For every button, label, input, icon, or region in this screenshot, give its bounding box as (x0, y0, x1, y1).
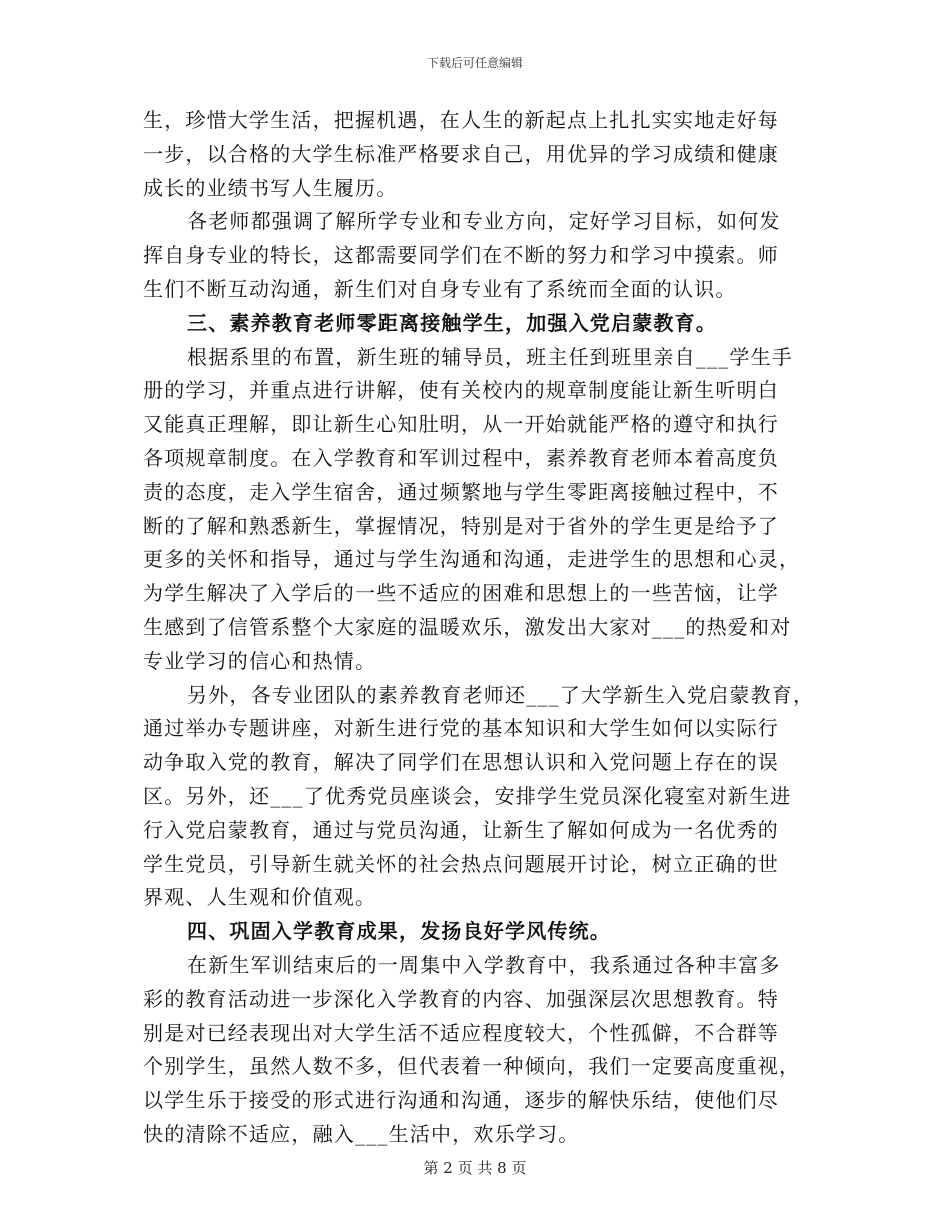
body-line: 更多的关怀和指导，通过与学生沟通和沟通，走进学生的思想和心灵， (143, 547, 801, 572)
body-line: 挥自身专业的特长，这都需要同学们在不断的努力和学习中摸索。师 (143, 243, 779, 268)
body-line: 一步，以合格的大学生标准严格要求自己，用优异的学习成绩和健康 (143, 141, 779, 166)
body-line: 快的清除不适应，融入___生活中，欢乐学习。 (143, 1121, 580, 1146)
body-line: 学生党员，引导新生就关怀的社会热点问题展开讨论，树立正确的世 (143, 851, 779, 876)
section-heading-3: 三、素养教育老师零距离接触学生，加强入党启蒙教育。 (187, 310, 717, 335)
body-line: 为学生解决了入学后的一些不适应的困难和思想上的一些苦恼，让学 (143, 581, 779, 606)
paragraph-first-line: 另外，各专业团队的素养教育老师还___了大学新生入党启蒙教育， (187, 682, 815, 707)
body-line: 册的学习，并重点进行讲解，使有关校内的规章制度能让新生听明白 (143, 378, 779, 403)
body-line: 个别学生，虽然人数不多，但代表着一种倾向，我们一定要高度重视， (143, 1054, 801, 1079)
paragraph-first-line: 根据系里的布置，新生班的辅导员，班主任到班里亲自___学生手 (187, 344, 793, 369)
body-line: 别是对已经表现出对大学生活不适应程度较大，个性孤僻，不合群等 (143, 1020, 779, 1045)
paragraph-first-line: 在新生军训结束后的一周集中入学教育中，我系通过各种丰富多 (187, 952, 781, 977)
body-line: 各项规章制度。在入学教育和军训过程中，素养教育老师本着高度负 (143, 445, 779, 470)
body-line: 又能真正理解，即让新生心知肚明，从一开始就能严格的遵守和执行 (143, 412, 779, 437)
body-line: 成长的业绩书写人生履历。 (143, 175, 398, 200)
body-line: 生感到了信管系整个大家庭的温暖欢乐，激发出大家对___的热爱和对 (143, 614, 792, 639)
body-line: 生们不断互动沟通，新生们对自身专业有了系统而全面的认识。 (143, 276, 737, 301)
paragraph-first-line: 各老师都强调了解所学专业和专业方向，定好学习目标，如何发 (187, 209, 781, 234)
body-line: 通过举办专题讲座，对新生进行党的基本知识和大学生如何以实际行 (143, 716, 779, 741)
body-line: 动争取入党的教育，解决了同学们在思想认识和入党问题上存在的误 (143, 750, 779, 775)
body-line: 行入党启蒙教育，通过与党员沟通，让新生了解如何成为一名优秀的 (143, 817, 779, 842)
section-heading-4: 四、巩固入学教育成果，发扬良好学风传统。 (187, 919, 611, 944)
body-line: 责的态度，走入学生宿舍，通过频繁地与学生零距离接触过程中，不 (143, 479, 779, 504)
body-line: 界观、人生观和价值观。 (143, 885, 377, 910)
body-line: 专业学习的信心和热情。 (143, 648, 377, 673)
body-line: 以学生乐于接受的形式进行沟通和沟通，逐步的解快乐结，使他们尽 (143, 1088, 779, 1113)
body-line: 彩的教育活动进一步深化入学教育的内容、加强深层次思想教育。特 (143, 986, 779, 1011)
body-line: 生，珍惜大学生活，把握机遇，在人生的新起点上扎扎实实地走好每 (143, 108, 779, 132)
document-body (143, 104, 823, 1152)
page-header-note: 下载后可任意编辑 (426, 56, 523, 70)
page-number-footer: 第 2 页 共 8 页 (423, 1159, 527, 1177)
body-line: 断的了解和熟悉新生，掌握情况，特别是对于省外的学生更是给予了 (143, 513, 779, 538)
body-line: 区。另外，还___了优秀党员座谈会，安排学生党员深化寝室对新生进 (143, 783, 792, 808)
